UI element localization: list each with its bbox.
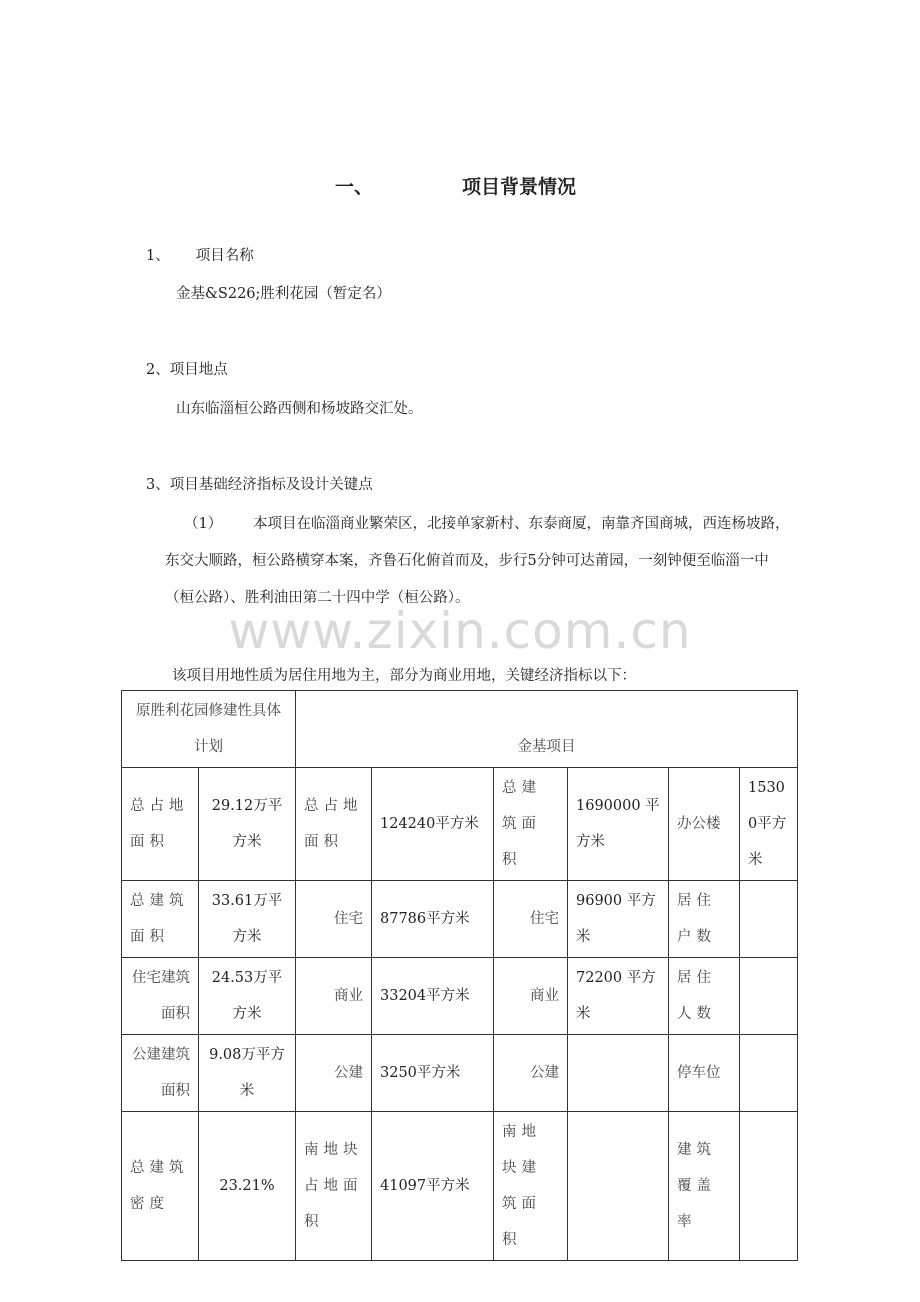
cell-value [740, 958, 798, 1035]
section1-label: 项目名称 [195, 248, 254, 264]
cell-value: 87786平方米 [372, 881, 494, 958]
heading-text: 项目背景情况 [462, 176, 577, 198]
section2-heading: 2、项目地点 [146, 362, 228, 378]
cell-label: 总占地面积 [122, 768, 199, 881]
cell-value: 124240平方米 [372, 768, 494, 881]
cell-label: 总占地面积 [296, 768, 372, 881]
cell-label: 居住人数 [669, 958, 740, 1035]
paragraph-lead: （1） [184, 516, 223, 532]
cell-value [740, 881, 798, 958]
table-intro: 该项目用地性质为居住用地为主，部分为商业用地，关键经济指标以下： [172, 668, 636, 684]
cell-label: 建筑覆盖率 [669, 1112, 740, 1261]
table-header-row [122, 691, 798, 768]
table-row [122, 1112, 798, 1261]
indicator-table [121, 690, 798, 1261]
table-row [122, 881, 798, 958]
table-row [122, 958, 798, 1035]
header-original-plan: 原胜利花园修建性具体计划 [122, 691, 296, 768]
cell-label: 总建筑面积 [494, 768, 568, 881]
table-row [122, 768, 798, 881]
cell-label: 总建筑密度 [122, 1112, 199, 1261]
section1-heading [146, 244, 254, 265]
cell-value [568, 1035, 669, 1112]
cell-value: 96900 平方米 [568, 881, 669, 958]
cell-value [740, 1035, 798, 1112]
cell-label: 居住户数 [669, 881, 740, 958]
cell-value: 3250平方米 [372, 1035, 494, 1112]
cell-label: 商业 [494, 958, 568, 1035]
cell-value: 33204平方米 [372, 958, 494, 1035]
cell-label: 住宅 [494, 881, 568, 958]
cell-value: 15300平方米 [740, 768, 798, 881]
section1-number: 1、 [146, 248, 170, 264]
cell-label: 停车位 [669, 1035, 740, 1112]
cell-value: 1690000 平方米 [568, 768, 669, 881]
cell-label: 总建筑面积 [122, 881, 199, 958]
cell-value [740, 1112, 798, 1261]
cell-value: 72200 平方米 [568, 958, 669, 1035]
header-jinji-project: 金基项目 [296, 691, 798, 768]
project-location: 山东临淄桓公路西侧和杨坡路交汇处。 [176, 401, 423, 417]
cell-label: 住宅建筑面积 [122, 958, 199, 1035]
description-paragraph [165, 506, 795, 617]
cell-value: 24.53万平方米 [199, 958, 296, 1035]
section3-heading: 3、项目基础经济指标及设计关键点 [146, 477, 373, 493]
cell-label: 公建 [296, 1035, 372, 1112]
paragraph-text: 本项目在临淄商业繁荣区，北接单家新村、东泰商厦，南靠齐国商城，西连杨坡路，东交大顺路，桓公路横穿本案，齐鲁石化俯首而及，步行5分钟可达莆园，一刻钟便至临淄一中（桓公路）、胜利油田第二十四中学（桓公路）。 [165, 516, 790, 606]
heading-number: 一、 [335, 176, 374, 198]
section-heading [0, 172, 920, 204]
table-row [122, 1035, 798, 1112]
cell-label: 公建建筑面积 [122, 1035, 199, 1112]
cell-value: 23.21% [199, 1112, 296, 1261]
cell-label: 南地块占地面积 [296, 1112, 372, 1261]
cell-label: 公建 [494, 1035, 568, 1112]
cell-value: 33.61万平方米 [199, 881, 296, 958]
cell-label: 住宅 [296, 881, 372, 958]
watermark: www.zixin.com.cn [228, 602, 692, 660]
cell-value: 9.08万平方米 [199, 1035, 296, 1112]
cell-label: 商业 [296, 958, 372, 1035]
cell-label: 南地块建筑面积 [494, 1112, 568, 1261]
project-name: 金基&S226;胜利花园（暂定名） [176, 286, 391, 302]
cell-label: 办公楼 [669, 768, 740, 881]
cell-value: 41097平方米 [372, 1112, 494, 1261]
cell-value: 29.12万平方米 [199, 768, 296, 881]
cell-value [568, 1112, 669, 1261]
